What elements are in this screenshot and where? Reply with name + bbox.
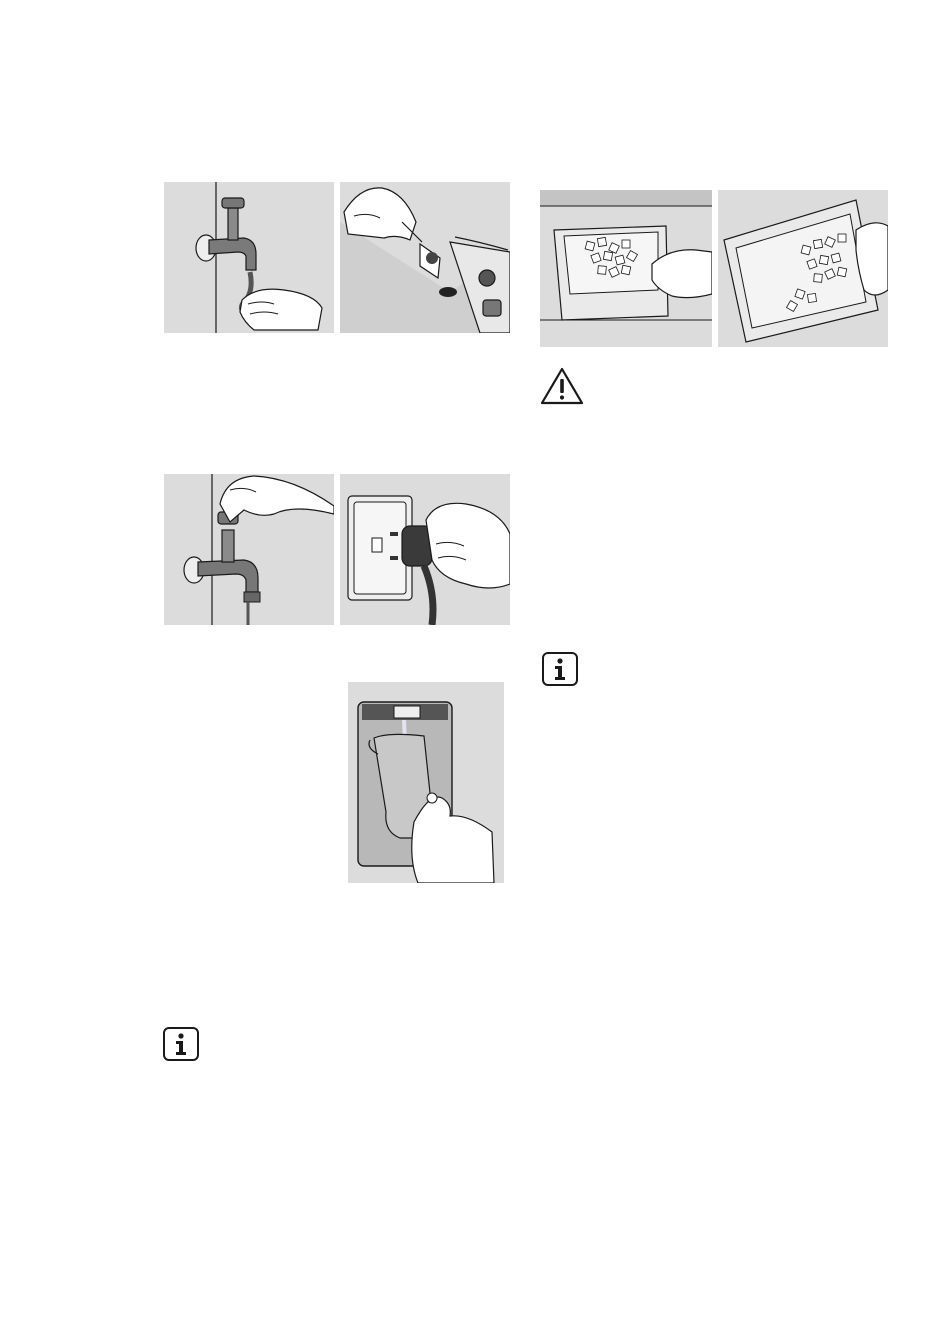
figure-tap-connect-hose: [164, 182, 334, 333]
figure-water-dispenser: [348, 682, 504, 883]
ice-bucket-icon: [540, 190, 712, 347]
figure-tap-open: [164, 474, 334, 625]
ice-bucket-empty-icon: [718, 190, 888, 347]
figure-ice-bucket-empty: [718, 190, 888, 347]
hose-connector-icon: [340, 182, 510, 333]
water-dispenser-icon: [348, 682, 504, 883]
water-tap-open-icon: [164, 474, 334, 625]
figure-ice-bucket-remove: [540, 190, 712, 347]
figure-hose-to-appliance: [340, 182, 510, 333]
info-icon: [542, 652, 578, 686]
figure-plug-socket: [340, 474, 510, 625]
info-icon: [163, 1027, 199, 1061]
warning-icon: [540, 367, 584, 405]
mains-plug-icon: [340, 474, 510, 625]
water-tap-hose-icon: [164, 182, 334, 333]
